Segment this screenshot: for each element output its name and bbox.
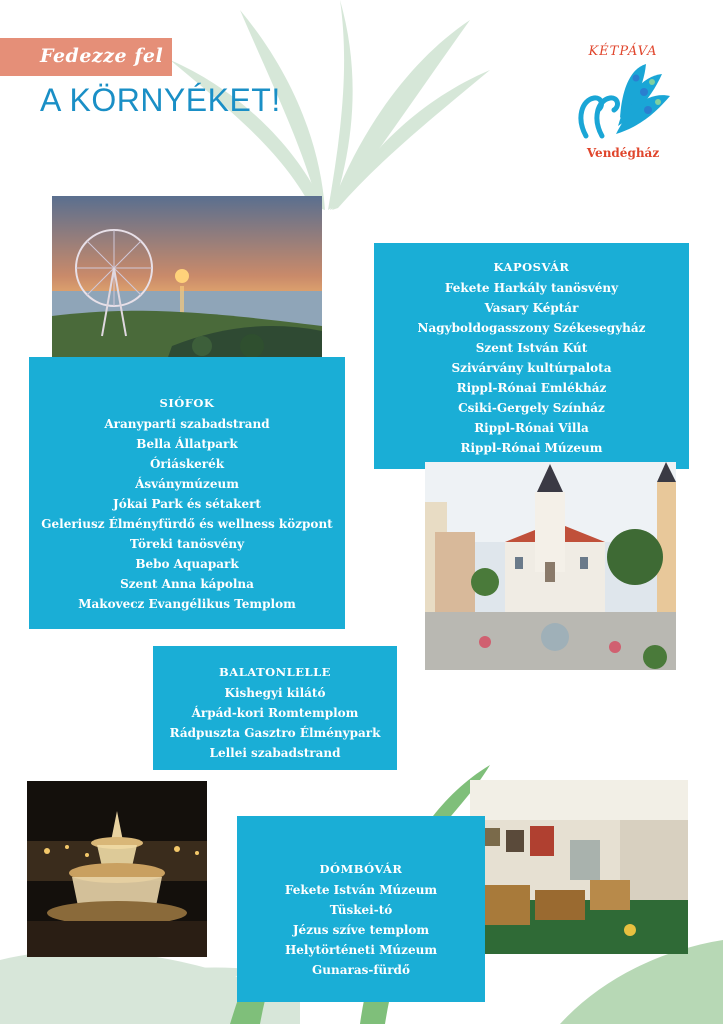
- siofok-item: Makovecz Evangélikus Templom: [78, 597, 296, 611]
- kaposvar-item: Nagyboldogasszony Székesegyház: [417, 321, 646, 335]
- dombovar-museum-photo: [470, 780, 688, 954]
- ketpava-logo: [572, 40, 674, 170]
- balatonlelle-item: Árpád-kori Romtemplom: [191, 706, 359, 720]
- siofok-section: [29, 357, 345, 629]
- siofok-ferris-wheel-photo: [52, 196, 322, 374]
- kaposvar-item: Vasary Képtár: [484, 301, 579, 315]
- siofok-item: Töreki tanösvény: [129, 537, 245, 551]
- dombovar-fountain-photo: [27, 781, 207, 957]
- balatonlelle-item: Lellei szabadstrand: [209, 746, 341, 760]
- header-banner: [0, 38, 172, 76]
- balatonlelle-item: Rádpuszta Gasztro Élménypark: [169, 726, 381, 740]
- siofok-item: Óriáskerék: [149, 457, 225, 471]
- siofok-item: Bella Állatpark: [136, 437, 238, 451]
- logo-bottom-text: Vendégház: [586, 146, 660, 160]
- page-title: A KÖRNYÉKET!: [40, 82, 281, 118]
- dombovar-item: Tüskei-tó: [329, 903, 393, 917]
- kaposvar-title: KAPOSVÁR: [493, 260, 570, 274]
- dombovar-item: Gunaras-fürdő: [312, 963, 410, 977]
- dombovar-item: Fekete István Múzeum: [284, 883, 438, 897]
- siofok-item: Bebo Aquapark: [135, 557, 239, 571]
- balatonlelle-title: BALATONLELLE: [219, 665, 331, 679]
- siofok-item: Ásványmúzeum: [135, 477, 239, 491]
- kaposvar-section: [374, 243, 689, 469]
- kaposvar-item: Csiki-Gergely Színház: [458, 401, 605, 415]
- kaposvar-item: Szivárvány kultúrpalota: [451, 361, 612, 375]
- siofok-item: Aranyparti szabadstrand: [104, 417, 270, 431]
- kaposvar-town-hall-photo: [425, 462, 676, 670]
- banner-text: Fedezze fel: [40, 45, 164, 67]
- siofok-item: Szent Anna kápolna: [120, 577, 254, 591]
- siofok-title: SIÓFOK: [159, 396, 215, 410]
- balatonlelle-item: Kishegyi kilátó: [224, 686, 326, 700]
- kaposvar-item: Fekete Harkály tanösvény: [444, 281, 619, 295]
- dombovar-item: Helytörténeti Múzeum: [284, 943, 438, 957]
- kaposvar-item: Szent István Kút: [475, 341, 588, 355]
- kaposvar-item: Rippl-Rónai Múzeum: [460, 441, 603, 455]
- balatonlelle-section: [153, 646, 397, 770]
- kaposvar-item: Rippl-Rónai Emlékház: [456, 381, 607, 395]
- peacock-icon: [572, 62, 674, 146]
- siofok-item: Jókai Park és sétakert: [113, 497, 261, 511]
- kaposvar-item: Rippl-Rónai Villa: [474, 421, 589, 435]
- dombovar-title: DÓMBÓVÁR: [319, 862, 403, 876]
- dombovar-item: Jézus szíve templom: [292, 923, 430, 937]
- logo-top-text: KÉTPÁVA: [588, 44, 658, 59]
- siofok-item: Geleriusz Élményfürdő és wellness központ: [41, 517, 333, 531]
- dombovar-section: [237, 816, 485, 1002]
